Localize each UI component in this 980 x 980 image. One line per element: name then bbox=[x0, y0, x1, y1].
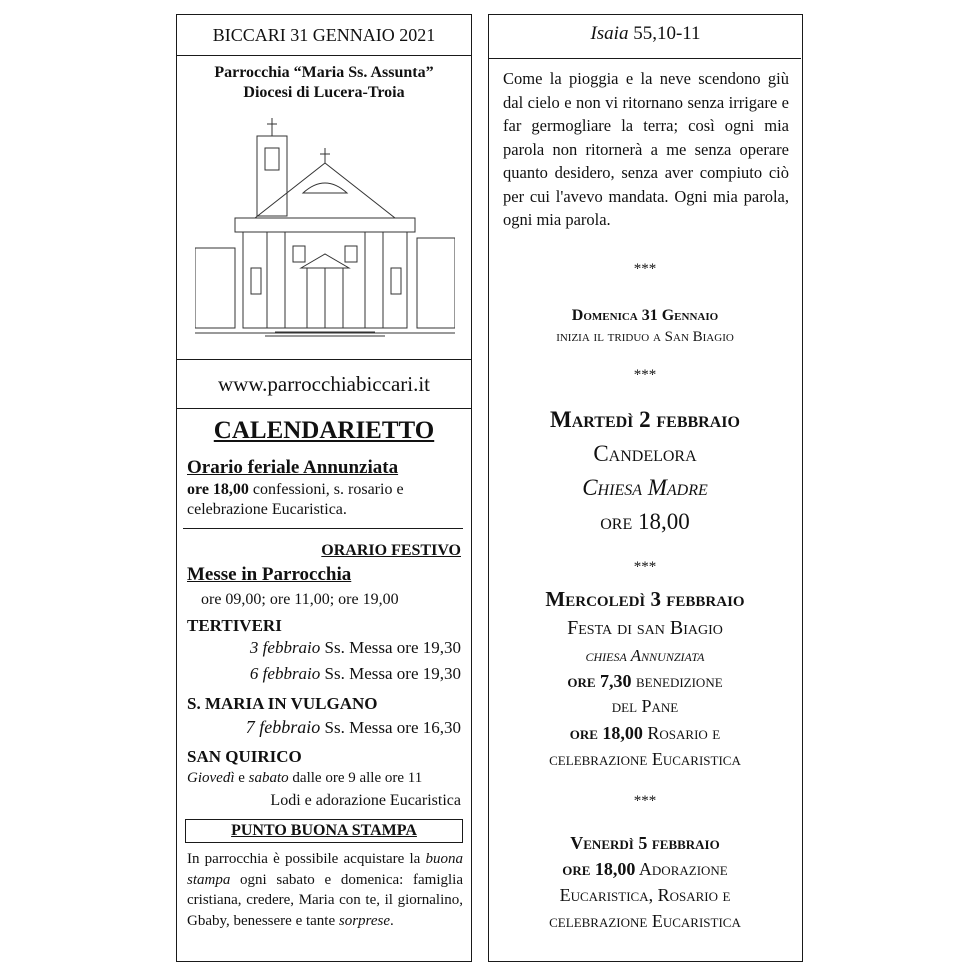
tertiveri-line-1 bbox=[250, 638, 461, 658]
stampa-text bbox=[187, 849, 463, 931]
diocese-name: Diocesi di Lucera-Troia bbox=[243, 84, 405, 101]
verse-ref bbox=[489, 23, 802, 45]
quirico-day2: sabato bbox=[248, 770, 289, 786]
event-2-line-3: ore 18,00 bbox=[600, 509, 690, 534]
verse-divider bbox=[489, 58, 801, 59]
weekday-heading: Orario feriale Annunziata bbox=[187, 457, 399, 478]
tertiveri-2-text: Ss. Messa ore 19,30 bbox=[320, 664, 461, 683]
festive-heading: ORARIO FESTIVO bbox=[321, 542, 461, 559]
event-4-line-3: celebrazione Eucaristica bbox=[549, 911, 741, 931]
weekday-section bbox=[187, 457, 465, 519]
weekday-text: confessioni, s. rosario e bbox=[248, 481, 404, 498]
quirico-line-2: Lodi e adorazione Eucaristica bbox=[270, 792, 461, 809]
event-3-text-2: Rosario e bbox=[642, 723, 721, 743]
stampa-em-2: sorprese bbox=[338, 912, 390, 929]
weekday-line bbox=[187, 481, 465, 499]
event-3-title: Mercoledì 3 febbraio bbox=[545, 587, 745, 611]
stampa-text-2: ogni sabato e domenica: famiglia cristiana, credere, Maria con te, il giornalino, Gbaby, benessere e tante bbox=[187, 871, 463, 929]
event-4-title: Venerdì 5 febbraio bbox=[570, 833, 720, 853]
weekday-text2: celebrazione Eucaristica. bbox=[187, 501, 347, 518]
vulgano-text: Ss. Messa ore 16,30 bbox=[320, 718, 461, 737]
website-box bbox=[176, 359, 472, 409]
tertiveri-line-2 bbox=[250, 664, 461, 684]
verse-book: Isaia bbox=[590, 23, 629, 44]
event-3-line-5 bbox=[489, 723, 801, 744]
event-3-time-1: ore 7,30 bbox=[567, 671, 632, 691]
tertiveri-2-date: 6 febbraio bbox=[249, 664, 321, 683]
event-1-sub: inizia il triduo a San Biagio bbox=[556, 329, 734, 345]
quirico-from: dalle ore 9 alle ore 11 bbox=[288, 770, 423, 786]
quirico-heading: SAN QUIRICO bbox=[187, 747, 302, 766]
masses-times: ore 09,00; ore 11,00; ore 19,00 bbox=[201, 591, 399, 608]
weekday-time: ore 18,00 bbox=[187, 481, 249, 498]
website-link[interactable]: www.parrocchiabiccari.it bbox=[217, 372, 431, 396]
tertiveri-1-text: Ss. Messa ore 19,30 bbox=[320, 638, 461, 657]
event-1-title: Domenica 31 Gennaio bbox=[571, 307, 719, 324]
vulgano-heading: S. MARIA IN VULGANO bbox=[187, 694, 378, 713]
vulgano-date: 7 febbraio bbox=[245, 717, 321, 737]
event-3-line-2: chiesa Annunziata bbox=[585, 646, 705, 665]
parish-box bbox=[176, 55, 472, 360]
calendar-box bbox=[176, 408, 472, 962]
event-3-line-6: celebrazione Eucaristica bbox=[549, 749, 741, 769]
separator-4: *** bbox=[633, 793, 657, 809]
verse-text: Come la pioggia e la neve scendono giù dal cielo e non vi ritornano senza irrigare e far germogliare la terra; così ogni mia parola non ritornerà a me senza operare quanto desidero, senza aver compiuto ciò per cui l'avevo mandata. Ogni mia parola, ogni mia parola. bbox=[503, 69, 789, 229]
vulgano-line bbox=[246, 717, 461, 738]
separator-3: *** bbox=[633, 559, 657, 575]
parish-name: Parrocchia “Maria Ss. Assunta” bbox=[214, 64, 434, 81]
event-3-line-1: Festa di san Biagio bbox=[567, 617, 723, 639]
verse-num: 55,10-11 bbox=[628, 23, 701, 44]
quirico-day1: Giovedì bbox=[187, 770, 235, 786]
tertiveri-heading: TERTIVERI bbox=[187, 616, 282, 635]
divider-1 bbox=[183, 528, 463, 529]
header-date: BICCARI 31 GENNAIO 2021 bbox=[212, 25, 436, 45]
event-4-line-1 bbox=[489, 859, 801, 880]
event-3-text-1: benedizione bbox=[631, 671, 723, 691]
stampa-text-3: . bbox=[389, 912, 394, 929]
stampa-em-1: buona stampa bbox=[187, 851, 463, 888]
event-3-line-3 bbox=[489, 671, 801, 692]
quirico-line-1 bbox=[187, 770, 422, 787]
event-2-line-2: Chiesa Madre bbox=[582, 475, 708, 500]
right-column bbox=[488, 14, 803, 962]
event-2-line-1: Candelora bbox=[593, 441, 697, 466]
header-box bbox=[176, 14, 472, 56]
event-4-line-2: Eucaristica, Rosario e bbox=[559, 885, 731, 905]
stampa-heading: PUNTO BUONA STAMPA bbox=[231, 822, 417, 839]
event-3-time-2: ore 18,00 bbox=[569, 723, 643, 743]
separator-2: *** bbox=[633, 367, 657, 383]
event-3-line-4: del Pane bbox=[611, 696, 679, 716]
stampa-text-1: In parrocchia è possibile acquistare la bbox=[187, 851, 426, 867]
event-2-title: Martedì 2 febbraio bbox=[550, 407, 740, 432]
tertiveri-1-date: 3 febbraio bbox=[249, 638, 321, 657]
event-4-text-1: Adorazione bbox=[635, 859, 728, 879]
masses-heading: Messe in Parrocchia bbox=[187, 564, 352, 585]
separator-1: *** bbox=[633, 261, 657, 277]
stampa-heading-box bbox=[185, 819, 463, 843]
quirico-e: e bbox=[234, 770, 249, 786]
event-4-time: ore 18,00 bbox=[562, 859, 636, 879]
church-illustration bbox=[195, 118, 455, 338]
calendar-title: CALENDARIETTO bbox=[213, 417, 435, 444]
